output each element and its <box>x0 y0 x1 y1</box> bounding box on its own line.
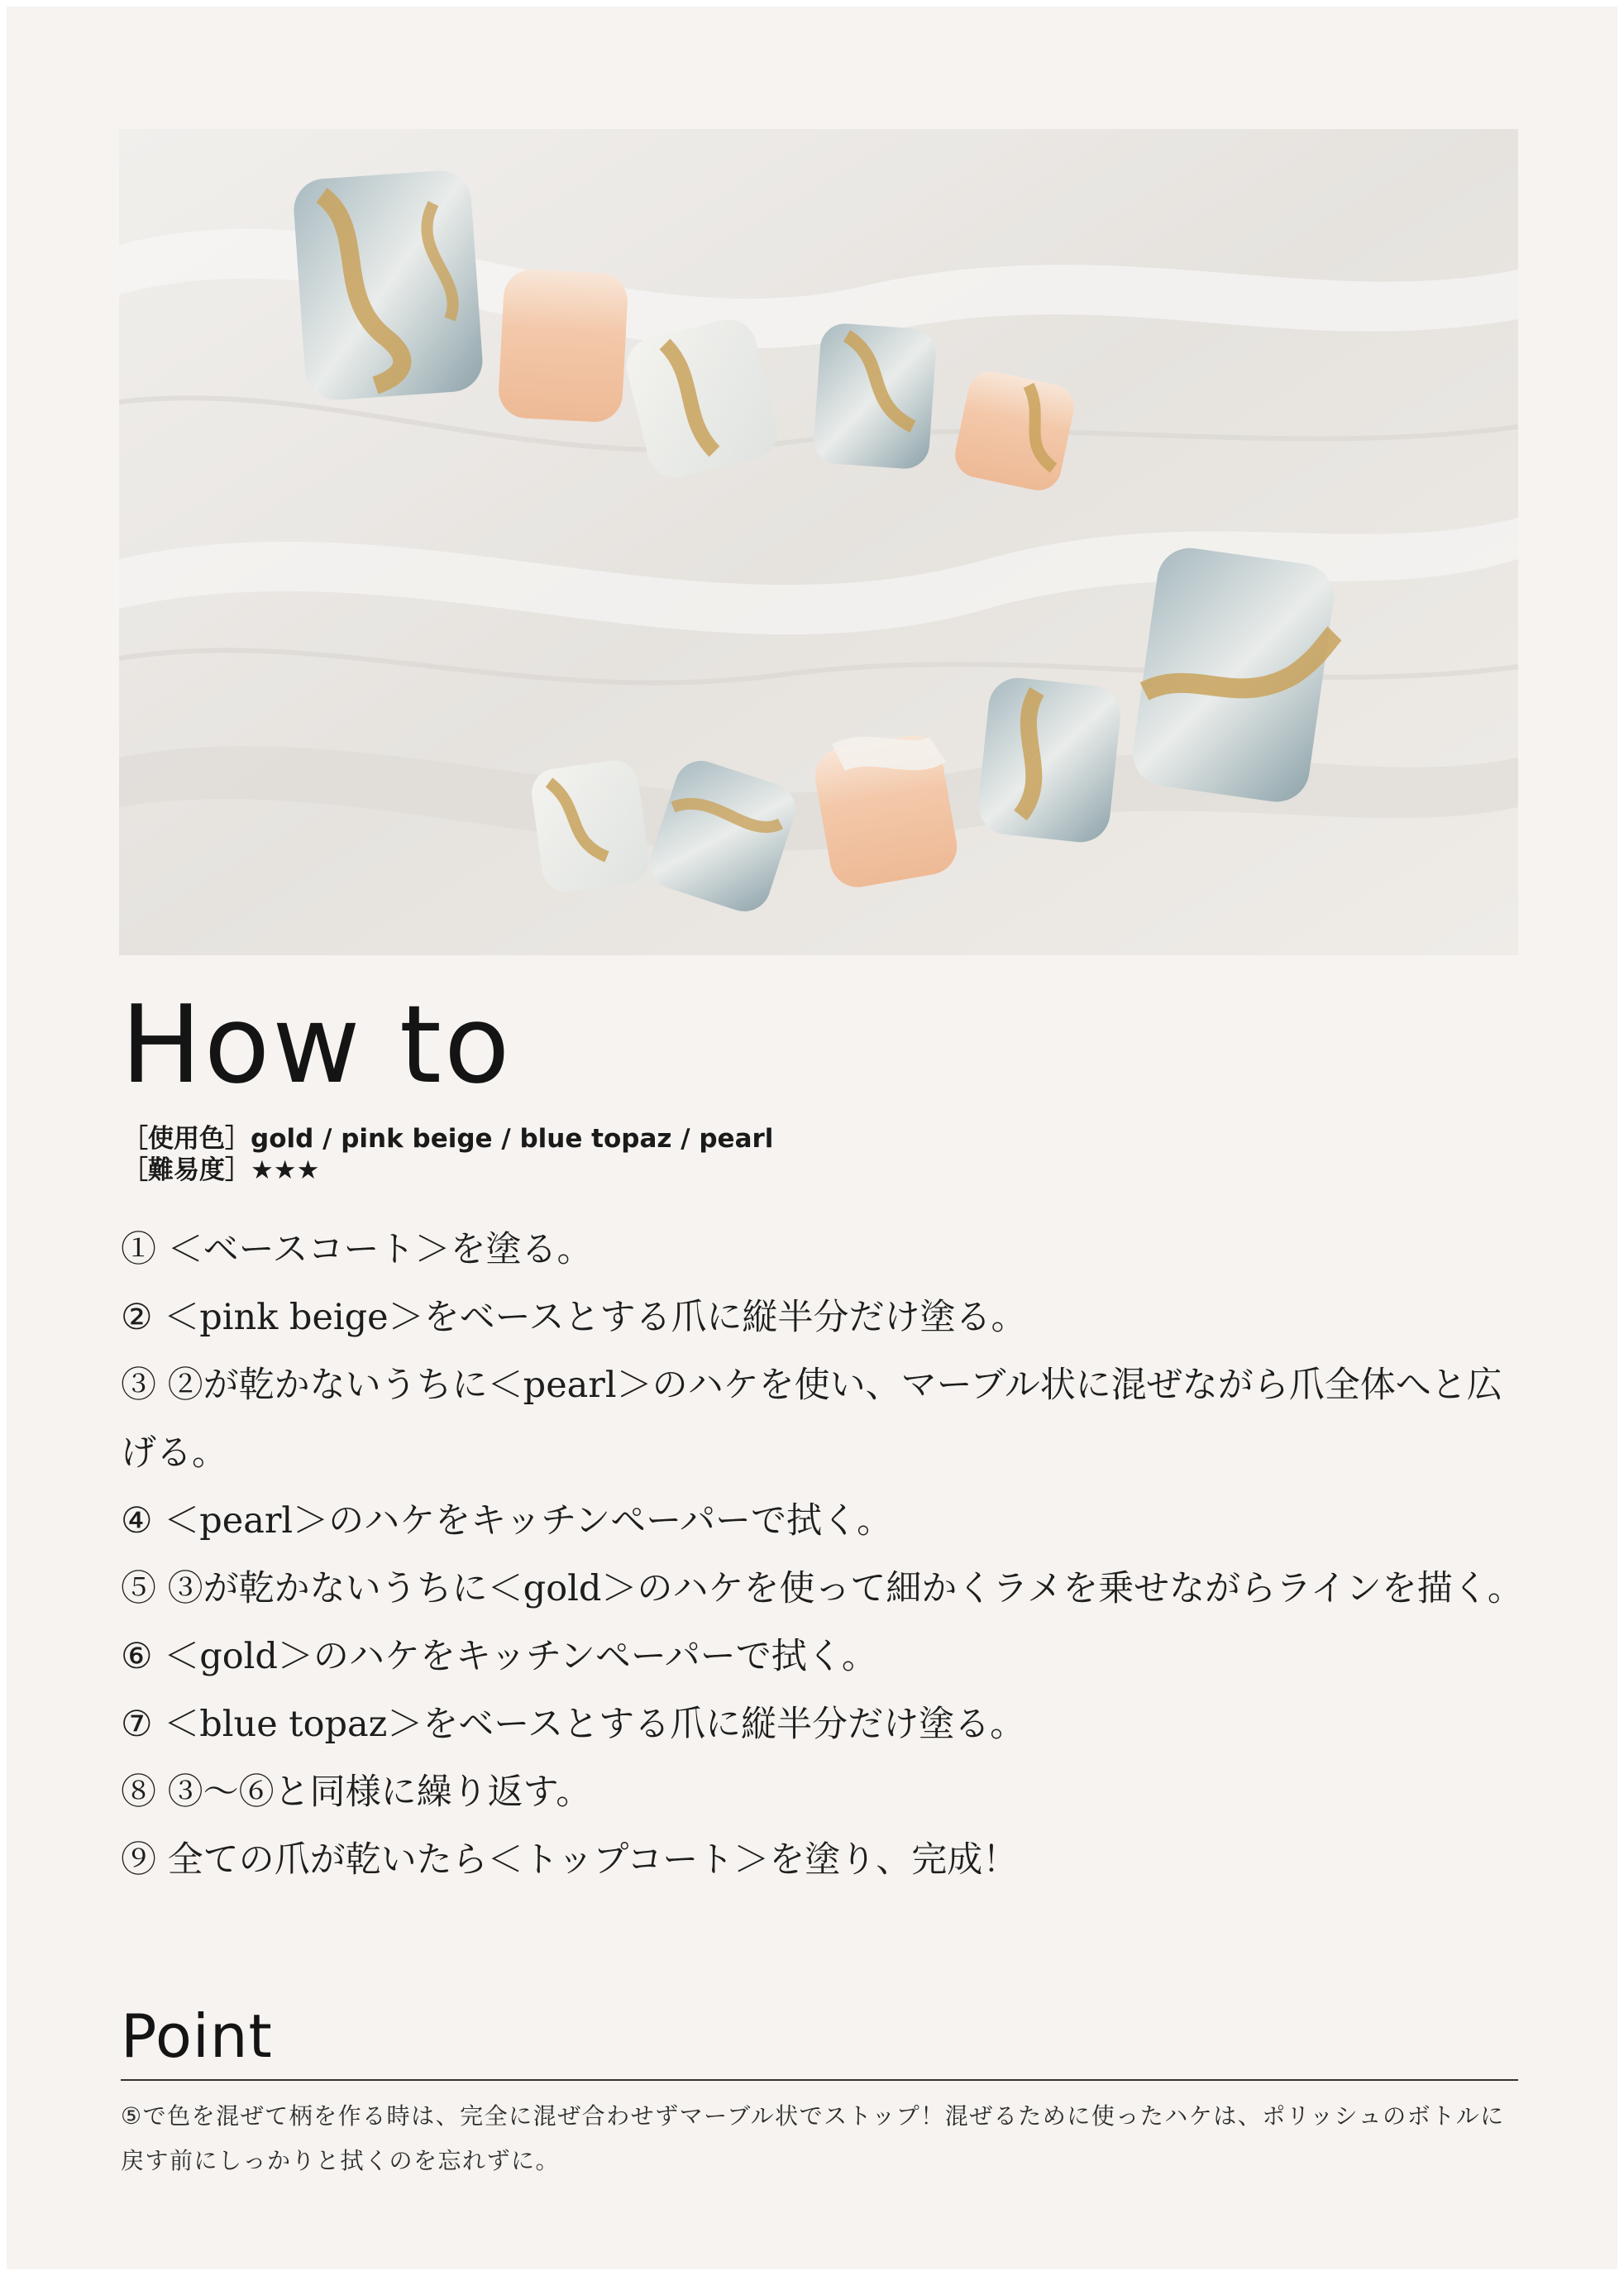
nail-top-1 <box>292 169 485 402</box>
difficulty-label: ［難易度］ <box>122 1155 251 1185</box>
difficulty-row <box>122 1155 773 1186</box>
step-9: ⑨ 全ての爪が乾いたら＜トップコート＞を塗り、完成！ <box>121 1839 1019 1881</box>
step-3: ③ ②が乾かないうちに＜pearl＞のハケを使い、マーブル状に混ぜながら爪全体へと広げる。 <box>121 1365 1502 1474</box>
step-4: ④ ＜pearl＞のハケをキッチンペーパーで拭く。 <box>121 1500 893 1542</box>
point-body: ⑤で色を混ぜて柄を作る時は、完全に混ぜ合わせずマーブル状でストップ！混ぜるために使ったハケは、ポリッシュのボトルに戻す前にしっかりと拭くのを忘れずに。 <box>121 2102 1505 2174</box>
step-6: ⑥ ＜gold＞のハケをキッチンペーパーで拭く。 <box>121 1636 877 1677</box>
step-2: ② ＜pink beige＞をベースとする爪に縦半分だけ塗る。 <box>121 1297 1027 1338</box>
difficulty-stars: ★★★ <box>251 1155 320 1185</box>
colors-used-label: ［使用色］ <box>122 1124 251 1154</box>
nail-bottom-1 <box>1129 544 1338 806</box>
toe-nail-art-image <box>119 129 1518 955</box>
step-5: ⑤ ③が乾かないうちに＜gold＞のハケを使って細かくラメを乗せながらラインを描く。 <box>121 1568 1523 1609</box>
page-title: How to <box>121 982 513 1107</box>
steps-list <box>121 1216 1526 1894</box>
nail-top-2 <box>497 268 628 423</box>
colors-used-value: gold / pink beige / blue topaz / pearl <box>251 1124 774 1154</box>
nail-bottom-5 <box>528 758 652 896</box>
colors-used-row <box>122 1123 773 1155</box>
point-heading: Point <box>121 2001 273 2071</box>
materials-info <box>122 1123 773 1186</box>
step-1: ① ＜ベースコート＞を塗る。 <box>121 1229 593 1270</box>
point-divider <box>121 2079 1518 2081</box>
nail-photo <box>119 129 1518 955</box>
nail-bottom-3 <box>810 731 961 892</box>
nail-top-5 <box>951 367 1078 495</box>
step-7: ⑦ ＜blue topaz＞をベースとする爪に縦半分だけ塗る。 <box>121 1704 1026 1745</box>
step-8: ⑧ ③〜⑥と同様に繰り返す。 <box>121 1772 592 1813</box>
nail-bottom-2 <box>976 675 1124 845</box>
nail-top-4 <box>812 322 938 470</box>
page <box>7 7 1617 2269</box>
